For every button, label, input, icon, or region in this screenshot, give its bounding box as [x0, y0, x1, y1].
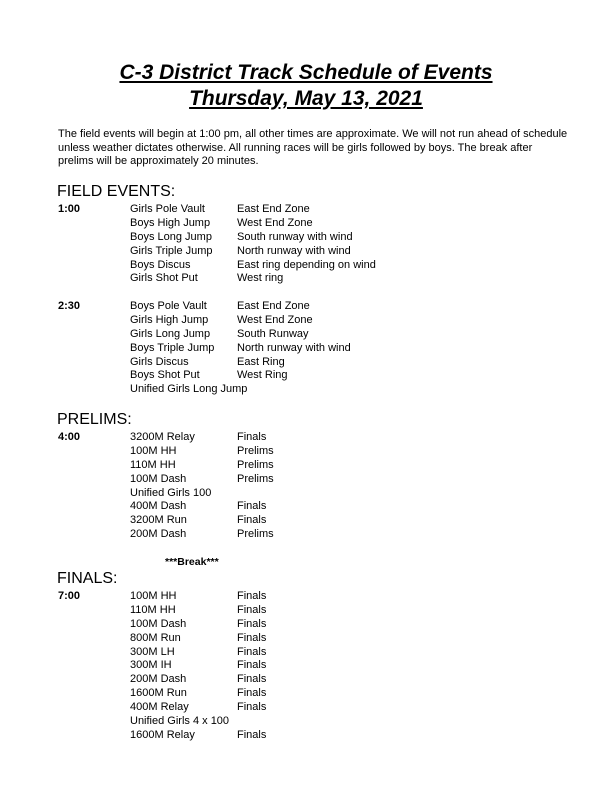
schedule-row	[58, 687, 578, 701]
event-location: North runway with wind	[237, 244, 351, 257]
event-name: 100M HH	[130, 444, 177, 457]
page-date: Thursday, May 13, 2021	[189, 87, 423, 110]
prelims-group	[58, 431, 578, 542]
event-name: 1600M Run	[130, 687, 187, 700]
event-name: 3200M Run	[130, 514, 187, 527]
finals-heading: FINALS:	[57, 570, 118, 587]
event-status: Finals	[237, 603, 267, 616]
event-status: Prelims	[237, 458, 274, 471]
schedule-row	[58, 701, 578, 715]
schedule-row	[58, 646, 578, 660]
event-name: Girls Triple Jump	[130, 244, 213, 257]
event-name: 300M IH	[130, 659, 172, 672]
event-status: Finals	[237, 687, 267, 700]
finals-group	[58, 590, 578, 743]
schedule-row	[58, 383, 578, 397]
schedule-row	[58, 673, 578, 687]
event-location: West ring	[237, 272, 284, 285]
event-name: 300M LH	[130, 645, 175, 658]
schedule-row	[58, 715, 578, 729]
prelims-heading: PRELIMS:	[57, 411, 132, 428]
event-name: 400M Dash	[130, 500, 187, 513]
schedule-row	[58, 632, 578, 646]
event-location: East ring depending on wind	[237, 258, 376, 271]
schedule-row	[58, 659, 578, 673]
event-status: Finals	[237, 659, 267, 672]
event-status: Finals	[237, 728, 267, 741]
schedule-row	[58, 314, 578, 328]
event-name: 3200M Relay	[130, 431, 195, 443]
schedule-row	[58, 203, 578, 217]
schedule-row	[58, 217, 578, 231]
event-name: Boys High Jump	[130, 216, 211, 229]
event-name: 200M Dash	[130, 528, 187, 541]
event-name: Boys Triple Jump	[130, 341, 215, 354]
event-location: North runway with wind	[237, 341, 351, 354]
time-label: 2:30	[58, 300, 81, 312]
schedule-row	[58, 729, 578, 743]
event-location: East End Zone	[237, 203, 310, 215]
event-name: Unified Girls 4 x 100	[130, 715, 230, 728]
title-block	[0, 60, 612, 112]
schedule-row	[58, 356, 578, 370]
time-label: 1:00	[58, 203, 81, 215]
schedule-row	[58, 604, 578, 618]
event-name: Unified Girls 100	[130, 486, 212, 499]
event-name: 1600M Relay	[130, 728, 195, 741]
schedule-row	[58, 459, 578, 473]
event-name: Boys Discus	[130, 258, 191, 271]
schedule-row	[58, 300, 578, 314]
event-name: Unified Girls Long Jump	[130, 383, 248, 396]
event-name: 110M HH	[130, 603, 176, 616]
event-name: Girls Discus	[130, 355, 189, 368]
event-name: 400M Relay	[130, 701, 189, 714]
schedule-row	[58, 369, 578, 383]
schedule-row	[58, 431, 578, 445]
schedule-row	[58, 487, 578, 501]
field-events-heading: FIELD EVENTS:	[57, 183, 176, 200]
schedule-row	[58, 514, 578, 528]
event-status: Finals	[237, 431, 267, 443]
event-status: Finals	[237, 590, 267, 602]
schedule-row	[58, 445, 578, 459]
event-name: 110M HH	[130, 458, 176, 471]
schedule-row	[58, 590, 578, 604]
field-group-1	[58, 203, 578, 286]
page-title: C-3 District Track Schedule of Events	[119, 61, 493, 84]
event-name: Girls Long Jump	[130, 327, 211, 340]
event-name: Boys Long Jump	[130, 230, 212, 243]
event-name: Boys Pole Vault	[130, 300, 207, 312]
schedule-row	[58, 618, 578, 632]
schedule-row	[58, 528, 578, 542]
event-name: 100M Dash	[130, 617, 187, 630]
event-location: South runway with wind	[237, 230, 353, 243]
field-group-2	[58, 300, 578, 397]
event-status: Finals	[237, 645, 267, 658]
event-location: South Runway	[237, 327, 309, 340]
schedule-row	[58, 259, 578, 273]
event-name: 100M Dash	[130, 472, 187, 485]
schedule-row	[58, 342, 578, 356]
event-name: Girls High Jump	[130, 313, 209, 326]
schedule-row	[58, 272, 578, 286]
event-name: Boys Shot Put	[130, 369, 200, 382]
event-name: 800M Run	[130, 631, 181, 644]
event-status: Finals	[237, 617, 267, 630]
schedule-row	[58, 500, 578, 514]
event-location: West End Zone	[237, 216, 313, 229]
schedule-row	[58, 473, 578, 487]
event-name: 100M HH	[130, 590, 177, 602]
event-status: Finals	[237, 631, 267, 644]
event-status: Finals	[237, 673, 267, 686]
event-location: West Ring	[237, 369, 288, 382]
event-location: East Ring	[237, 355, 285, 368]
event-status: Prelims	[237, 472, 274, 485]
schedule-row	[58, 245, 578, 259]
event-location: West End Zone	[237, 313, 313, 326]
schedule-row	[58, 328, 578, 342]
event-status: Prelims	[237, 528, 274, 541]
event-name: 200M Dash	[130, 673, 187, 686]
intro-paragraph: The field events will begin at 1:00 pm, all other times are approximate. We will not run ahead of schedule unless weather dictates otherwise. All running races will be girls followed by boys. The break after prelims will be approximately 20 minutes.	[58, 128, 568, 168]
schedule-row	[58, 231, 578, 245]
time-label: 7:00	[58, 590, 81, 602]
break-label: ***Break***	[165, 556, 219, 568]
event-status: Finals	[237, 500, 267, 513]
event-status: Prelims	[237, 444, 274, 457]
event-status: Finals	[237, 514, 267, 527]
event-location: East End Zone	[237, 300, 310, 312]
event-status: Finals	[237, 701, 267, 714]
time-label: 4:00	[58, 431, 81, 443]
event-name: Girls Pole Vault	[130, 203, 205, 215]
event-name: Girls Shot Put	[130, 272, 198, 285]
